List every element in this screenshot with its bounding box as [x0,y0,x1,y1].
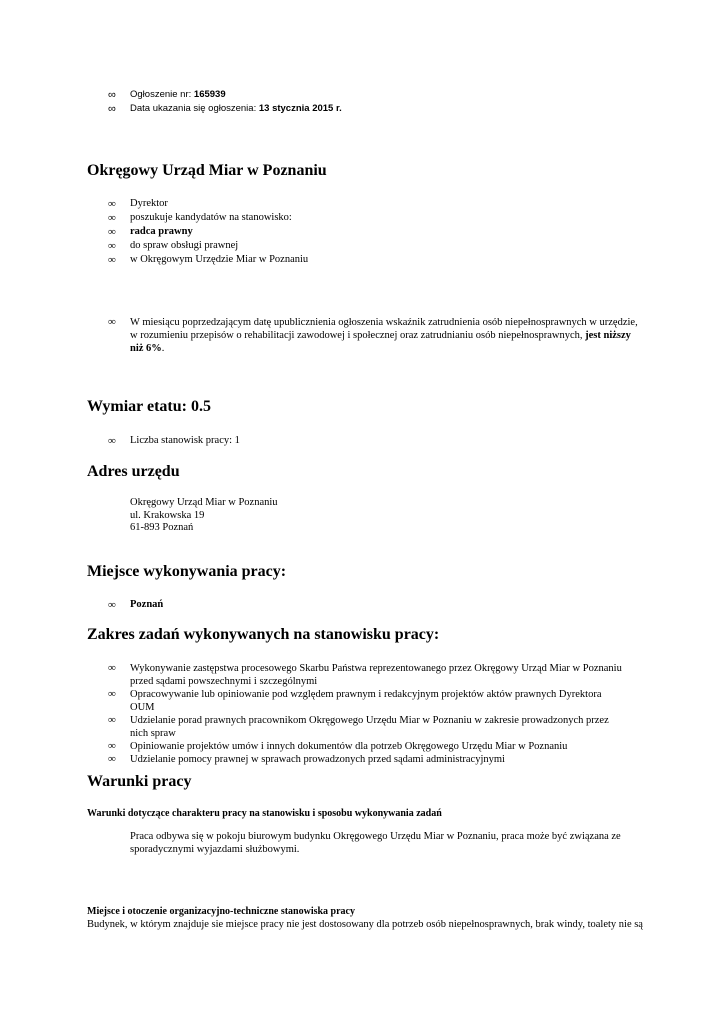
address-block: Okręgowy Urząd Miar w Poznaniu ul. Krakowska 19 61-893 Poznań [130,497,278,533]
bullet-icon: ∞ [108,435,116,447]
bullet-icon: ∞ [108,662,116,674]
duties-heading: Zakres zadań wykonywanych na stanowisku pracy: [87,626,440,643]
fte-list [108,434,648,448]
list-item [108,88,648,102]
bullet-icon: ∞ [108,316,116,328]
conditions-subheading: Warunki dotyczące charakteru pracy na stanowisku i sposobu wykonywania zadań [87,808,442,819]
bullet-icon: ∞ [108,103,116,115]
bullet-icon: ∞ [108,599,116,611]
list-item: ∞ poszukuje kandydatów na stanowisko: [108,212,292,224]
workplace-environment-subheading: Miejsce i otoczenie organizacyjno-techniczne stanowiska pracy [87,906,355,917]
list-item: ∞ Wykonywanie zastępstwa procesowego Skarbu Państwa reprezentowanego przez Okręgowy Urząd Miar w Poznaniu przed sądami powszechnymi i szczególnymi [108,662,622,687]
bullet-icon: ∞ [108,212,116,224]
bullet-icon: ∞ [108,753,116,765]
conditions-text: Praca odbywa się w pokoju biurowym budynku Okręgowego Urzędu Miar w Poznaniu, praca może być związana ze sporadycznymi wyjazdami służbowymi. [130,831,621,855]
duties-list [108,662,628,766]
bullet-icon: ∞ [108,89,116,101]
announcement-list [108,88,648,116]
list-item: ∞ Opracowywanie lub opiniowanie pod względem prawnym i redakcyjnym projektów aktów prawnych Dyrektora OUM [108,688,602,713]
fte-heading: Wymiar etatu: 0.5 [87,398,211,415]
list-item: ∞ Poznań [108,599,164,611]
bullet-icon: ∞ [108,740,116,752]
list-item: ∞ Liczba stanowisk pracy: 1 [108,435,240,447]
announcement-number: 165939 [193,89,226,100]
bullet-icon: ∞ [108,714,116,726]
list-item: ∞ do spraw obsługi prawnej [108,240,239,252]
list-item [108,225,648,239]
position-name: radca prawny [130,226,193,237]
announcement-date: 13 stycznia 2015 r. [258,103,342,114]
bullet-icon: ∞ [108,226,116,238]
list-item: ∞ Udzielanie porad prawnych pracownikom Okręgowego Urzędu Miar w Poznaniu w zakresie prowadzonych przez nich spraw [108,714,609,739]
bullet-icon: ∞ [108,688,116,700]
bullet-icon: ∞ [108,254,116,266]
office-title: Okręgowy Urząd Miar w Poznaniu [87,162,327,179]
office-list [108,197,648,267]
employment-note [108,316,638,355]
announcement-number-label: Ogłoszenie nr: [130,89,194,100]
announcement-date-label: Data ukazania się ogłoszenia: [130,103,259,114]
list-item: ∞ w Okręgowym Urzędzie Miar w Poznaniu [108,254,309,266]
workplace-list [108,598,648,612]
list-item: ∞ Opiniowanie projektów umów i innych dokumentów dla potrzeb Okręgowego Urzędu Miar w Poznaniu [108,740,568,752]
list-item [108,102,648,116]
bullet-icon: ∞ [108,240,116,252]
list-item: ∞ Udzielanie pomocy prawnej w sprawach prowadzonych przed sądami administracyjnymi [108,753,505,765]
workplace-heading: Miejsce wykonywania pracy: [87,563,287,580]
list-item: ∞ Dyrektor [108,198,168,210]
workplace-environment-text: Budynek, w którym znajduje sie miejsce pracy nie jest dostosowany dla potrzeb osób niepełnosprawnych, brak windy, toalety nie są [87,919,643,930]
conditions-heading: Warunki pracy [87,773,192,790]
bullet-icon: ∞ [108,198,116,210]
list-item: ∞ W miesiącu poprzedzającym datę upublicznienia ogłoszenia wskaźnik zatrudnienia osób niepełnosprawnych w urzędzie, w rozumieniu przepisów o rehabilitacji zawodowej i społecznej oraz zatrudnianiu osób niepełnosprawnych, jest niższy niż 6%. [108,316,638,354]
address-heading: Adres urzędu [87,463,180,480]
